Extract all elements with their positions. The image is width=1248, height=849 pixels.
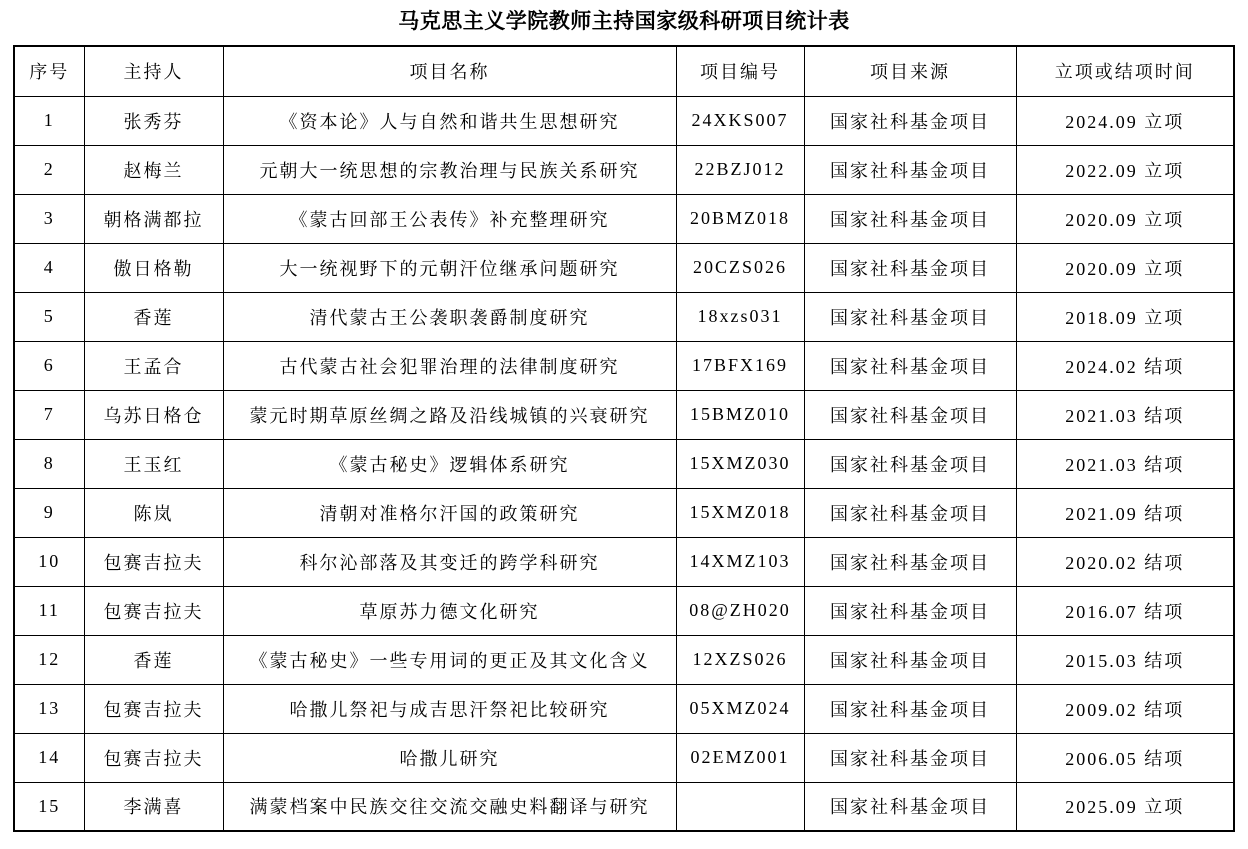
cell-host: 张秀芬 [84, 96, 223, 145]
cell-index: 15 [14, 782, 84, 831]
cell-date: 2021.03 结项 [1016, 390, 1234, 439]
table-body [14, 96, 1234, 831]
cell-date: 2024.02 结项 [1016, 341, 1234, 390]
header-cell-index: 序号 [14, 46, 84, 96]
cell-date: 2016.07 结项 [1016, 586, 1234, 635]
cell-project-id: 24XKS007 [676, 96, 804, 145]
cell-source: 国家社科基金项目 [804, 292, 1016, 341]
header-row [14, 46, 1234, 96]
cell-host: 傲日格勒 [84, 243, 223, 292]
table-row [14, 635, 1234, 684]
cell-source: 国家社科基金项目 [804, 341, 1016, 390]
cell-index: 14 [14, 733, 84, 782]
cell-host: 香莲 [84, 635, 223, 684]
cell-project-id: 20BMZ018 [676, 194, 804, 243]
table-row [14, 439, 1234, 488]
cell-project-id: 05XMZ024 [676, 684, 804, 733]
cell-project-id: 14XMZ103 [676, 537, 804, 586]
table-row [14, 145, 1234, 194]
cell-project-name: 蒙元时期草原丝绸之路及沿线城镇的兴衰研究 [223, 390, 676, 439]
cell-index: 12 [14, 635, 84, 684]
cell-project-id: 15BMZ010 [676, 390, 804, 439]
cell-date: 2024.09 立项 [1016, 96, 1234, 145]
cell-host: 包赛吉拉夫 [84, 537, 223, 586]
cell-project-name: 古代蒙古社会犯罪治理的法律制度研究 [223, 341, 676, 390]
cell-project-name: 哈撒儿研究 [223, 733, 676, 782]
cell-project-name: 清朝对准格尔汗国的政策研究 [223, 488, 676, 537]
cell-index: 7 [14, 390, 84, 439]
cell-index: 4 [14, 243, 84, 292]
cell-source: 国家社科基金项目 [804, 390, 1016, 439]
table-row [14, 537, 1234, 586]
cell-host: 朝格满都拉 [84, 194, 223, 243]
cell-date: 2020.09 立项 [1016, 243, 1234, 292]
cell-project-name: 科尔沁部落及其变迁的跨学科研究 [223, 537, 676, 586]
header-cell-source: 项目来源 [804, 46, 1016, 96]
cell-host: 王孟合 [84, 341, 223, 390]
table-row [14, 96, 1234, 145]
table-row [14, 292, 1234, 341]
cell-index: 2 [14, 145, 84, 194]
cell-project-id: 15XMZ030 [676, 439, 804, 488]
cell-date: 2020.02 结项 [1016, 537, 1234, 586]
cell-date: 2009.02 结项 [1016, 684, 1234, 733]
header-cell-project-id: 项目编号 [676, 46, 804, 96]
header-cell-host: 主持人 [84, 46, 223, 96]
cell-source: 国家社科基金项目 [804, 96, 1016, 145]
cell-host: 李满喜 [84, 782, 223, 831]
cell-project-name: 《资本论》人与自然和谐共生思想研究 [223, 96, 676, 145]
cell-project-id: 22BZJ012 [676, 145, 804, 194]
cell-source: 国家社科基金项目 [804, 733, 1016, 782]
cell-host: 王玉红 [84, 439, 223, 488]
cell-date: 2021.09 结项 [1016, 488, 1234, 537]
cell-index: 9 [14, 488, 84, 537]
cell-source: 国家社科基金项目 [804, 145, 1016, 194]
cell-index: 11 [14, 586, 84, 635]
cell-project-id: 02EMZ001 [676, 733, 804, 782]
cell-source: 国家社科基金项目 [804, 488, 1016, 537]
cell-index: 10 [14, 537, 84, 586]
table-row [14, 390, 1234, 439]
cell-project-id: 12XZS026 [676, 635, 804, 684]
cell-project-name: 《蒙古秘史》逻辑体系研究 [223, 439, 676, 488]
cell-index: 13 [14, 684, 84, 733]
cell-host: 赵梅兰 [84, 145, 223, 194]
cell-source: 国家社科基金项目 [804, 635, 1016, 684]
cell-host: 包赛吉拉夫 [84, 684, 223, 733]
cell-project-name: 《蒙古回部王公表传》补充整理研究 [223, 194, 676, 243]
cell-project-name: 哈撒儿祭祀与成吉思汗祭祀比较研究 [223, 684, 676, 733]
cell-source: 国家社科基金项目 [804, 439, 1016, 488]
cell-host: 乌苏日格仓 [84, 390, 223, 439]
cell-source: 国家社科基金项目 [804, 243, 1016, 292]
cell-date: 2022.09 立项 [1016, 145, 1234, 194]
cell-source: 国家社科基金项目 [804, 684, 1016, 733]
page-title: 马克思主义学院教师主持国家级科研项目统计表 [398, 9, 850, 33]
header-cell-project-name: 项目名称 [223, 46, 676, 96]
cell-source: 国家社科基金项目 [804, 537, 1016, 586]
cell-project-name: 草原苏力德文化研究 [223, 586, 676, 635]
table-row [14, 243, 1234, 292]
cell-project-id: 17BFX169 [676, 341, 804, 390]
table-row [14, 194, 1234, 243]
cell-host: 包赛吉拉夫 [84, 586, 223, 635]
cell-project-name: 元朝大一统思想的宗教治理与民族关系研究 [223, 145, 676, 194]
cell-host: 陈岚 [84, 488, 223, 537]
cell-project-name: 《蒙古秘史》一些专用词的更正及其文化含义 [223, 635, 676, 684]
table-row [14, 733, 1234, 782]
cell-host: 香莲 [84, 292, 223, 341]
research-projects-table [13, 45, 1235, 832]
cell-project-id: 18xzs031 [676, 292, 804, 341]
header-cell-date: 立项或结项时间 [1016, 46, 1234, 96]
table-row [14, 782, 1234, 831]
cell-project-name: 清代蒙古王公袭职袭爵制度研究 [223, 292, 676, 341]
cell-index: 1 [14, 96, 84, 145]
cell-project-id: 20CZS026 [676, 243, 804, 292]
cell-date: 2018.09 立项 [1016, 292, 1234, 341]
cell-date: 2021.03 结项 [1016, 439, 1234, 488]
cell-host: 包赛吉拉夫 [84, 733, 223, 782]
table-row [14, 586, 1234, 635]
cell-source: 国家社科基金项目 [804, 194, 1016, 243]
cell-index: 5 [14, 292, 84, 341]
table-header [14, 46, 1234, 96]
cell-project-id [676, 782, 804, 831]
cell-index: 3 [14, 194, 84, 243]
cell-source: 国家社科基金项目 [804, 782, 1016, 831]
cell-date: 2020.09 立项 [1016, 194, 1234, 243]
cell-date: 2015.03 结项 [1016, 635, 1234, 684]
cell-project-id: 15XMZ018 [676, 488, 804, 537]
cell-index: 6 [14, 341, 84, 390]
table-row [14, 488, 1234, 537]
cell-project-id: 08@ZH020 [676, 586, 804, 635]
cell-index: 8 [14, 439, 84, 488]
table-row [14, 684, 1234, 733]
cell-project-name: 大一统视野下的元朝汗位继承问题研究 [223, 243, 676, 292]
cell-date: 2006.05 结项 [1016, 733, 1234, 782]
table-row [14, 341, 1234, 390]
cell-project-name: 满蒙档案中民族交往交流交融史料翻译与研究 [223, 782, 676, 831]
cell-date: 2025.09 立项 [1016, 782, 1234, 831]
cell-source: 国家社科基金项目 [804, 586, 1016, 635]
